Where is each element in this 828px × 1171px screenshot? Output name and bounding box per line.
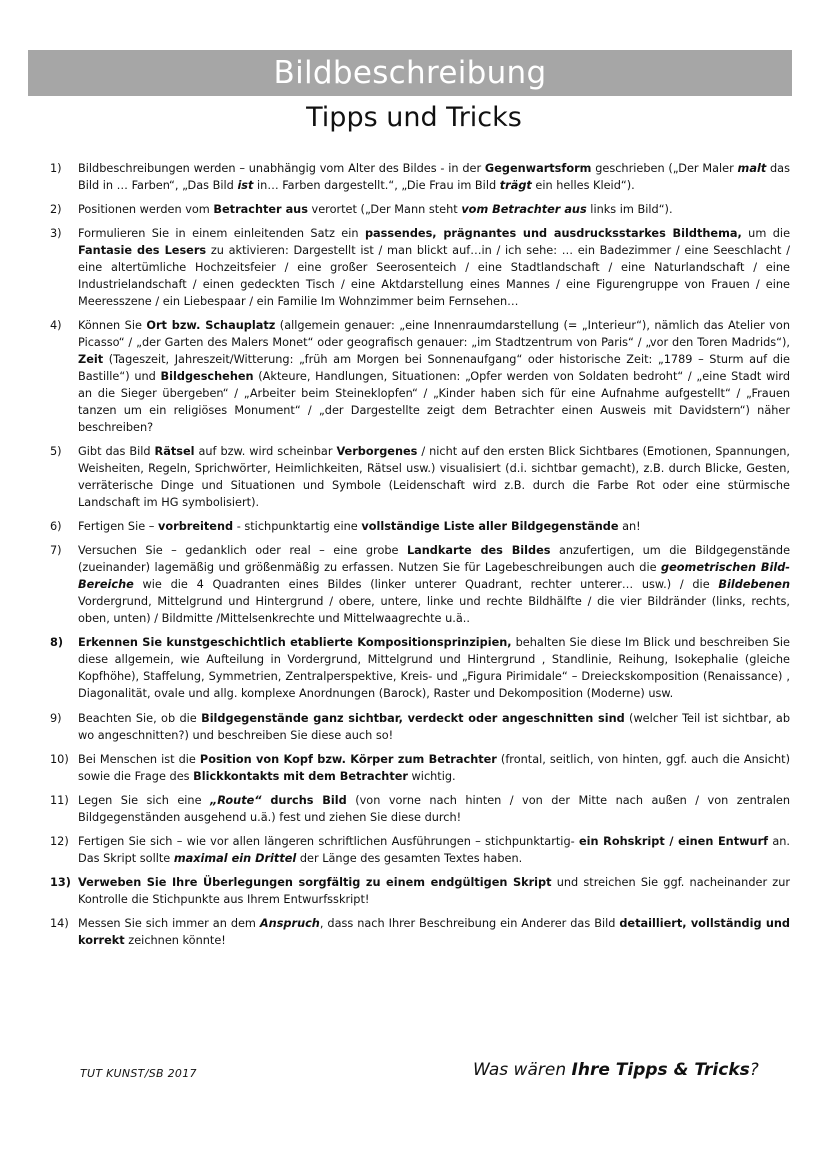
text-run: Bildgegenstände ganz sichtbar, verdeckt oder angeschnitten sind [201, 712, 625, 725]
tips-list [50, 160, 790, 956]
text-run: an! [618, 520, 641, 533]
text-run: passendes, prägnantes und ausdrucksstarkes Bildthema, [364, 227, 742, 240]
text-run: Gegenwartsform [484, 162, 592, 175]
text-run: Was wären [473, 1060, 572, 1080]
text-run: (Akteure, Handlungen, Situationen: „Opfer werden von Soldaten bedroht“ / „eine Stadt wird an die Sieger übergeben“ / „Arbeiter beim Steineklopfen“ / „Kinder haben sich für eine Aufnahme aufgestellt“ / „Frauen tanzen um ein religiöses Monument“ / „der Dargestellte zeigt dem Betrachter einen Ausweis mit Davidstern“) näher beschreiben? [78, 370, 790, 434]
text-run: Verweben Sie Ihre Überlegungen sorgfältig zu einem endgültigen Skript [78, 876, 552, 889]
tip-item [50, 874, 790, 908]
text-run: in… Farben dargestellt.“, „Die Frau im Bild [253, 179, 500, 192]
text-run: Können Sie [78, 319, 147, 332]
tip-number: 6) [50, 520, 62, 533]
text-run: links im Bild“). [586, 203, 673, 216]
tip-number: 14) [50, 917, 69, 930]
text-run: detailliert, vollständig und korrekt [78, 917, 790, 947]
text-run: ein helles Kleid“). [531, 179, 635, 192]
tip-text [78, 876, 790, 906]
tip-number: 5) [50, 445, 62, 458]
text-run: geometrischen Bild-Bereiche [78, 561, 790, 591]
tip-text [78, 636, 790, 700]
text-run: das Bild in … Farben“, „Das Bild [78, 162, 790, 192]
tip-text [78, 544, 790, 625]
text-run: vollständige Liste aller Bildgegenstände [361, 520, 619, 533]
text-run: Fertigen Sie – [78, 520, 159, 533]
tip-text [78, 319, 790, 434]
tip-number: 2) [50, 203, 62, 216]
tip-item [50, 634, 790, 702]
text-run: und streichen Sie ggf. nacheinander zur Kontrolle die Stichpunkte aus Ihrem Entwurfsskript! [78, 876, 791, 906]
tip-item [50, 751, 790, 785]
text-run: verortet („Der Mann steht [307, 203, 462, 216]
text-run: zu aktivieren: Dargestellt ist / man blickt auf…in / ich sehe: … ein Badezimmer / eine Seeschlacht / eine altertümliche Hochzeitsfeier / eine großer Seerosenteich / eine Stadtlandschaft / eine Naturlandschaft / eine Industrielandschaft / einen gedeckten Tisch / eine Aktdarstellung eines Mannes / eine Figurengruppe von Frauen / eine Meeresszene / ein Liebespaar / ein Familie Im Wohnzimmer beim Fernsehen… [78, 244, 790, 308]
tip-number: 3) [50, 227, 62, 240]
tip-number: 4) [50, 319, 62, 332]
text-run: Ihre Tipps & Tricks [571, 1060, 750, 1080]
tip-item [50, 915, 790, 949]
text-run: auf bzw. wird scheinbar [194, 445, 337, 458]
text-run: um die [741, 227, 791, 240]
text-run: trägt [499, 179, 532, 192]
text-run: behalten Sie diese Im Blick und beschreiben Sie diese allgemein, wie Aufteilung in Vordergrund, Mittelgrund und Hintergrund , Standlinie, Reihung, Isokephalie (gleiche Kopfhöhe), Staffelung, Symmetrien, Zentralperspektive, Kreis- und „Figura Pirimidale“ – Dreieckskomposition (Renaissance) , Diagonalität, ovale und allg. komplexe Anordnungen (Barock), Raster und Dekomposition (Moderne) usw. [78, 636, 790, 700]
tip-text [78, 227, 790, 308]
tip-text [78, 203, 673, 216]
text-run: vorbreitend [158, 520, 234, 533]
tip-number: 12) [50, 835, 69, 848]
tip-number: 13) [50, 876, 71, 889]
page-subtitle: Tipps und Tricks [306, 102, 522, 133]
tip-text [78, 445, 790, 509]
text-run: Bildbeschreibungen werden – unabhängig vom Alter des Bildes - in der [78, 162, 485, 175]
text-run: Rätsel [154, 445, 195, 458]
text-run: maximal ein Drittel [173, 852, 297, 865]
tip-text [78, 917, 790, 947]
text-run: Zeit [78, 353, 104, 366]
tip-item [50, 792, 790, 826]
text-run: Position von Kopf bzw. Körper zum Betrachter [199, 753, 497, 766]
text-run: Versuchen Sie – gedanklich oder real – eine grobe [78, 544, 407, 557]
text-run: Gibt das Bild [78, 445, 155, 458]
text-run: , dass nach Ihrer Beschreibung ein Anderer das Bild [319, 917, 620, 930]
text-run: durchs Bild [261, 794, 347, 807]
tip-number: 9) [50, 712, 62, 725]
text-run: Messen Sie sich immer an dem [78, 917, 260, 930]
tip-item [50, 542, 790, 627]
text-run: Landkarte des Bildes [406, 544, 551, 557]
text-run: anzufertigen, um die Bildgegenstände (zueinander) lagemäßig und größenmäßig zu erfassen. Nutzen Sie für Lagebeschreibungen auch die [78, 544, 791, 574]
text-run: Ort bzw. Schauplatz [146, 319, 276, 332]
tip-text [78, 794, 790, 824]
text-run: (allgemein genauer: „eine Innenraumdarstellung (= „Interieur“), nämlich das Atelier von Picasso“ / „der Garten des Malers Monet“ oder geografisch genauer: „im Stadtzentrum von Paris“ / „vor den Toren Madrids“), [78, 319, 790, 349]
text-run: - stichpunktartig eine [233, 520, 362, 533]
text-run: ? [749, 1060, 759, 1080]
tip-text [78, 753, 790, 783]
text-run: Legen Sie sich eine [78, 794, 210, 807]
text-run: Fantasie des Lesers [78, 244, 207, 257]
tip-item [50, 160, 790, 194]
text-run: Betrachter aus [213, 203, 308, 216]
tip-item [50, 443, 790, 511]
tip-item [50, 833, 790, 867]
tip-number: 10) [50, 753, 69, 766]
text-run: „Route“ [209, 794, 262, 807]
text-run: Beachten Sie, ob die [78, 712, 202, 725]
text-run: geschrieben („Der Maler [591, 162, 738, 175]
text-run: Erkennen Sie kunstgeschichtlich etablierte Kompositionsprinzipien, [78, 636, 512, 649]
text-run: wichtig. [407, 770, 456, 783]
page-title: Bildbeschreibung [28, 50, 792, 96]
footer-question [473, 1060, 759, 1080]
tip-number: 1) [50, 162, 62, 175]
tip-text [78, 162, 790, 192]
tip-number: 8) [50, 636, 64, 649]
text-run: Bildgeschehen [160, 370, 254, 383]
text-run: (welcher Teil ist sichtbar, ab wo angeschnitten?) und beschreiben Sie diese auch so! [78, 712, 790, 742]
text-run: an. Das Skript sollte [78, 835, 791, 865]
tip-item [50, 317, 790, 436]
text-run: ein Rohskript / einen Entwurf [578, 835, 769, 848]
text-run: zeichnen könnte! [124, 934, 226, 947]
text-run: ist [237, 179, 254, 192]
tip-text [78, 835, 790, 865]
tip-number: 11) [50, 794, 69, 807]
text-run: Blickkontakts mit dem Betrachter [193, 770, 408, 783]
tip-text [78, 520, 641, 533]
text-run: vom Betrachter aus [461, 203, 587, 216]
tip-item [50, 225, 790, 310]
text-run: (Tageszeit, Jahreszeit/Witterung: „früh am Morgen bei Sonnenaufgang“ oder historische Zeit: „1789 – Sturm auf die Bastille“) und [78, 353, 790, 383]
text-run: wie die 4 Quadranten eines Bildes (linker unterer Quadrant, rechter unterer… usw.) / die [133, 578, 719, 591]
text-run: Positionen werden vom [78, 203, 214, 216]
tip-item [50, 710, 790, 744]
text-run: Verborgenes [336, 445, 418, 458]
text-run: der Länge des gesamten Textes haben. [296, 852, 523, 865]
text-run: Bildebenen [718, 578, 790, 591]
text-run: Anspruch [259, 917, 320, 930]
text-run: malt [737, 162, 767, 175]
text-run: Vordergrund, Mittelgrund und Hintergrund / obere, untere, linke und rechte Bildhälfte / die vier Bildränder (links, rechts, oben, unten) / Bildmitte /Mittelsenkrechte und Mittelwaagrechte u.ä.. [78, 595, 790, 625]
text-run: Fertigen Sie sich – wie vor allen längeren schriftlichen Ausführungen – stichpunktartig- [78, 835, 579, 848]
footer-credit: TUT KUNST/SB 2017 [80, 1067, 197, 1080]
text-run: Bei Menschen ist die [78, 753, 200, 766]
text-run: (frontal, seitlich, von hinten, ggf. auch die Ansicht) sowie die Frage des [78, 753, 791, 783]
text-run: / nicht auf den ersten Blick Sichtbares (Emotionen, Spannungen, Weisheiten, Regeln, Sprichwörter, Heimlichkeiten, Rätsel usw.) visualisiert (d.i. sichtbar gemacht), z.B. durch Blicke, Gesten, verräterische Dinge und Situationen und Symbole (Leidenschaft wird z.B. durch die Farbe Rot oder eine stürmische Landschaft im HG symbolisiert). [78, 445, 790, 509]
text-run: Formulieren Sie in einem einleitenden Satz ein [78, 227, 365, 240]
text-run: (von vorne nach hinten / von der Mitte nach außen / von zentralen Bildgegenständen ausgehend u.ä.) fest und ziehen Sie diese durch! [78, 794, 790, 824]
tip-number: 7) [50, 544, 62, 557]
tip-item [50, 518, 790, 535]
tip-text [78, 712, 790, 742]
tip-item [50, 201, 790, 218]
